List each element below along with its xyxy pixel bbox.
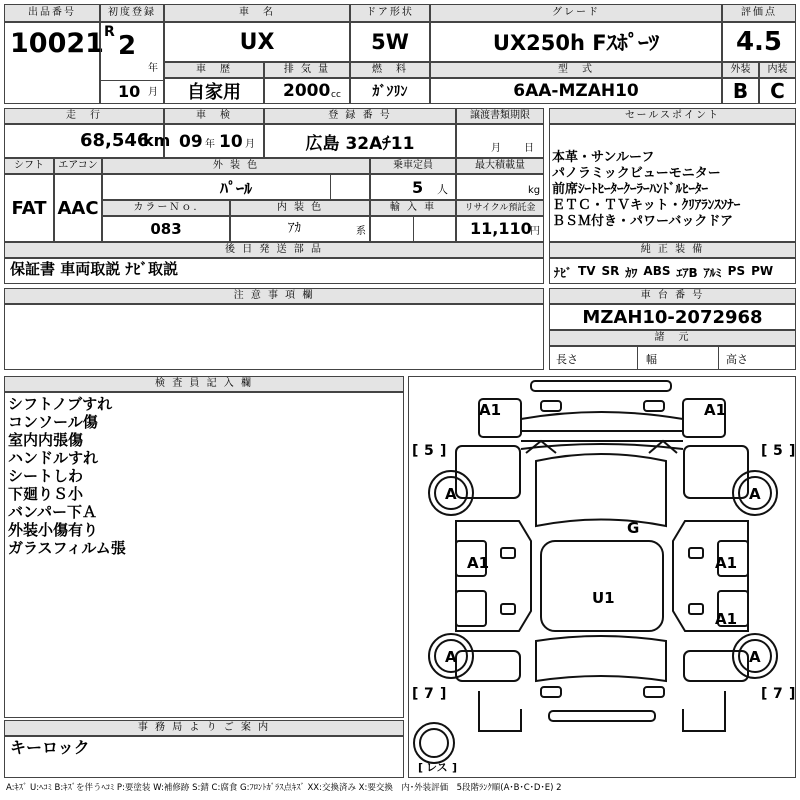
fuel: ｶﾞｿﾘﾝ [350,78,430,104]
office-label: 事 務 局 よ り ご 案 内 [4,720,404,736]
sales-label: セールスポイント [549,108,796,124]
transfer-month-unit: 月 [491,143,501,154]
grade: UX250h Fｽﾎﾟｰﾂ [430,22,722,62]
first-reg-label: 初度登録 [100,4,164,22]
displacement-unit: cc [331,90,341,100]
car-name-label: 車 名 [164,4,350,22]
floor-damage: U1 [592,589,615,607]
transfer-label: 譲渡書類期限 [456,108,544,124]
mileage: 68,546 [80,130,150,151]
divider [413,216,456,242]
sales-point-item: ＥＴＣ・ＴＶキット・ｸﾘｱﾗﾝｽｿﾅｰ [552,198,741,213]
front-right-damage: A1 [704,401,727,419]
legend: A:ｷｽﾞ U:ﾍｺﾐ B:ｷｽﾞを伴うﾍｺﾐ P:要塗装 W:補修跡 S:錆 C:腐食 G:ﾌﾛﾝﾄｶﾞﾗｽ点ｷｽﾞ XX:交換済み X:要交換 内･外装評価 5段階ﾗﾝｸ順(A･B･C･D･E) 2 [6,783,562,793]
history: 自家用 [164,78,264,104]
tread-fl: 5 [424,443,434,459]
transfer-day-unit: 日 [524,143,534,154]
sales-point-item: 本革・サンルーフ [552,150,655,165]
equipment-item: SR [601,264,620,278]
recycle-amount: 11,110 [470,219,532,238]
equipment-item: ｴｱB [676,266,698,280]
svg-text:]: ] [440,686,447,702]
equipment-item: PS [727,264,746,278]
displacement: 2000 [283,81,331,101]
svg-text:[: [ [761,443,768,459]
inspector-note: ハンドルすれ [8,449,99,467]
equipment-item: ﾅﾋﾞ [554,266,573,280]
divider [100,80,164,104]
inspection-year: 09 [179,132,203,152]
equipment-item: ABS [643,264,671,278]
svg-text:[: [ [418,761,424,774]
parts-label: 後 日 発 送 部 品 [4,242,544,258]
sales-point-item: ＢＳＭ付き・パワーバックドア [552,214,733,229]
inspector-note: 下廻りＳ小 [8,485,84,503]
model-label: 型 式 [430,62,722,78]
spec-label: 諸 元 [549,330,796,346]
capacity-unit: 人 [437,183,448,196]
side-left-damage: A1 [467,554,490,572]
inspection-year-unit: 年 [205,139,215,150]
side-right-rear-damage: A1 [715,610,738,628]
plate-number: 広島 32Aﾁ11 [264,124,456,158]
side-right-front-damage: A1 [715,554,738,572]
tire-fr-damage: A [749,485,761,503]
inspector-note: 室内内張傷 [8,431,84,449]
color-no: 083 [102,216,230,242]
front-left-damage: A1 [479,401,502,419]
caution-label: 注 意 事 項 欄 [4,288,544,304]
import-label: 輸 入 車 [370,200,456,216]
equipment-item: ｶﾜ [625,266,638,280]
exterior-grade: B [722,78,759,104]
car-diagram-svg [409,377,795,777]
score: 4.5 [722,22,796,62]
door-label: ドア形状 [350,4,430,22]
reg-year: 2 [118,31,137,61]
equipment-item: TV [578,264,596,278]
inspection-month: 10 [219,132,243,152]
inspector-note: バンパー下Ａ [8,503,97,521]
inspector-note: シートしわ [8,467,84,485]
capacity-label: 乗車定員 [370,158,456,174]
shift: FAT [4,174,54,242]
caution-cell [4,304,544,370]
height-label: 高さ [726,353,748,366]
svg-text:]: ] [789,686,795,702]
recycle-label: リサイクル預託金 [456,200,544,216]
equipment-list [554,264,773,281]
inspector-notes [8,395,126,557]
interior-color-suffix: 系 [356,226,366,237]
inspection-month-unit: 月 [245,139,255,150]
inspector-note: コンソール傷 [8,413,98,431]
svg-text:[: [ [412,443,419,459]
color-no-label: カラーＮｏ. [102,200,230,216]
chassis-label: 車 台 番 号 [549,288,796,304]
svg-text:[: [ [412,686,419,702]
roof-damage: G [627,519,640,537]
model-code: 6AA-MZAH10 [430,78,722,104]
tread-fr: 5 [773,443,783,459]
office-note: キーロック [10,738,90,757]
sales-point-item: パノラミックビューモニター [552,166,721,181]
reg-month: 10 [118,82,141,101]
score-label: 評価点 [722,4,796,22]
tread-rl: 7 [424,686,434,702]
mileage-label: 走 行 [4,108,164,124]
fuel-label: 燃 料 [350,62,430,78]
svg-text:[: [ [761,686,768,702]
recycle-unit: 円 [530,226,540,237]
lot-number: 10021 [10,28,104,59]
tire-fl-damage: A [445,485,457,503]
door-type: 5W [350,22,430,62]
divider [330,174,370,200]
ac-label: エアコン [54,158,102,174]
history-label: 車 歴 [164,62,264,78]
displacement-label: 排 気 量 [264,62,350,78]
capacity: 5 [412,178,424,197]
equipment-label: 純 正 装 備 [549,242,796,258]
mileage-unit: km [143,131,171,150]
grade-label: グレード [430,4,722,22]
length-label: 長さ [556,353,578,366]
equipment-item: ｱﾙﾐ [703,266,722,280]
exterior-color: ﾊﾟｰﾙ [102,174,370,200]
inspector-label: 検 査 員 記 入 欄 [4,376,404,392]
inspector-note: シフトノブすれ [8,395,113,413]
era: R [104,24,115,40]
interior-color: ｱｶ [288,221,301,236]
inspector-note: 外装小傷有り [8,521,99,539]
car-name: UX [164,22,350,62]
tread-rr: 7 [773,686,783,702]
interior-grade: C [759,78,796,104]
ac: AAC [54,174,102,242]
inspection-label: 車 検 [164,108,264,124]
lot-number-label: 出品番号 [4,4,100,22]
spare-tire-label: レス [426,761,448,774]
tire-rl-damage: A [445,648,457,666]
color-label: 外 装 色 [102,158,370,174]
exterior-label: 外装 [722,62,759,78]
reg-year-unit: 年 [148,63,158,74]
inspector-note: ガラスフィルム張 [8,539,126,557]
chassis-number: MZAH10-2072968 [549,304,796,330]
reg-month-unit: 月 [148,87,158,98]
tire-rr-damage: A [749,648,761,666]
equipment-item: PW [751,264,774,278]
interior-label: 内装 [759,62,796,78]
width-label: 幅 [646,353,657,366]
load-label: 最大積載量 [456,158,544,174]
svg-text:]: ] [452,761,458,774]
sales-points-list [552,150,740,230]
svg-text:]: ] [440,443,447,459]
sales-point-item: 前席ｼｰﾄﾋｰﾀｰｸｰﾗｰﾊﾝﾄﾞﾙﾋｰﾀｰ [552,182,709,197]
interior-color-label: 内 装 色 [230,200,370,216]
parts-value: 保証書 車両取説 ﾅﾋﾞ取説 [10,260,178,278]
shift-label: シフト [4,158,54,174]
condition-diagram [408,376,796,778]
svg-text:]: ] [789,443,795,459]
plate-label: 登 録 番 号 [264,108,456,124]
load-unit: kg [528,185,541,196]
